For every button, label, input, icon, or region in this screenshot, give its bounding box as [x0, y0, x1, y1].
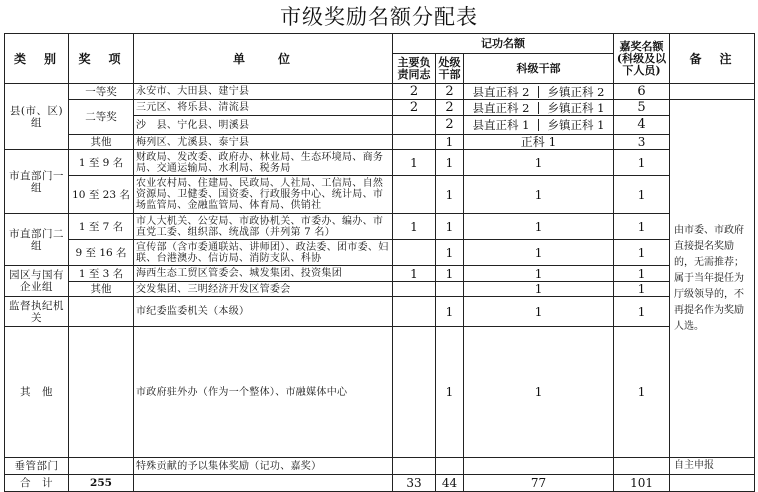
unit-cell: 梅列区、尤溪县、泰宁县 — [134, 135, 393, 150]
principal-cell: 2 — [393, 100, 436, 116]
commend-cell: 6 — [614, 84, 670, 100]
principal-cell: 2 — [393, 84, 436, 100]
award-cell: 1 至 9 名 — [69, 150, 134, 176]
principal-cell — [393, 282, 436, 297]
section-cell: 1 — [464, 327, 614, 458]
total-label: 合 计 — [5, 475, 69, 492]
commend-cell — [614, 458, 670, 475]
section-cell: 1 — [464, 176, 614, 214]
group-vertical: 垂管部门 — [5, 458, 69, 475]
unit-cell: 沙 县、宁化县、明溪县 — [134, 116, 393, 135]
award-cell: 其他 — [69, 135, 134, 150]
commend-cell: 1 — [614, 150, 670, 176]
commend-cell: 1 — [614, 282, 670, 297]
unit-cell: 市纪委监委机关（本级） — [134, 297, 393, 327]
header-note: 备 注 — [670, 34, 755, 84]
commend-cell: 1 — [614, 297, 670, 327]
award-quota-table — [4, 33, 755, 492]
unit-cell: 特殊贡献的予以集体奖励（记功、嘉奖） — [134, 458, 393, 475]
header-division: 处级干部 — [436, 54, 464, 84]
unit-cell: 永安市、大田县、建宁县 — [134, 84, 393, 100]
section-county: 县直正科 2 — [464, 102, 539, 114]
principal-cell — [393, 240, 436, 266]
division-cell: 2 — [436, 84, 464, 100]
award-cell: 其他 — [69, 282, 134, 297]
award-cell — [69, 297, 134, 327]
unit-cell: 财政局、发改委、政府办、林业局、生态环境局、商务局、交通运输局、水利局、税务局 — [134, 150, 393, 176]
principal-cell — [393, 297, 436, 327]
page-title: 市级奖励名额分配表 — [280, 5, 478, 29]
section-cell: 正科 1 — [464, 135, 614, 150]
section-county: 县直正科 2 — [464, 86, 539, 98]
section-cell: 1 — [464, 282, 614, 297]
section-cell: 1 — [464, 266, 614, 282]
header-merit: 记功名额 — [393, 34, 614, 54]
award-cell: 1 至 3 名 — [69, 266, 134, 282]
section-cell: 1 — [464, 240, 614, 266]
division-cell: 1 — [436, 297, 464, 327]
commend-cell: 4 — [614, 116, 670, 135]
group-city1: 市直部门一组 — [5, 150, 69, 214]
division-cell: 1 — [436, 240, 464, 266]
unit-cell: 三元区、将乐县、清流县 — [134, 100, 393, 116]
group-county: 县(市、区)组 — [5, 84, 69, 150]
total-award: 255 — [69, 475, 134, 492]
header-section: 科级干部 — [464, 54, 614, 84]
division-cell: 1 — [436, 176, 464, 214]
total-principal: 33 — [393, 475, 436, 492]
division-cell: 1 — [436, 327, 464, 458]
section-cell: 1 — [464, 297, 614, 327]
division-cell — [436, 282, 464, 297]
note-blank — [670, 84, 755, 100]
group-city2: 市直部门二组 — [5, 214, 69, 266]
principal-cell — [393, 458, 436, 475]
header-award: 奖 项 — [69, 34, 134, 84]
section-cell — [464, 458, 614, 475]
unit-cell: 市政府驻外办（作为一个整体）、市融媒体中心 — [134, 327, 393, 458]
section-cell — [464, 116, 614, 135]
section-cell — [464, 100, 614, 116]
award-cell: 二等奖 — [69, 100, 134, 135]
commend-cell: 1 — [614, 176, 670, 214]
award-cell — [69, 458, 134, 475]
award-cell: 1 至 7 名 — [69, 214, 134, 240]
unit-cell: 交发集团、三明经济开发区管委会 — [134, 282, 393, 297]
total-section: 77 — [464, 475, 614, 492]
principal-cell: 1 — [393, 150, 436, 176]
group-supervision: 监督执纪机关 — [5, 297, 69, 327]
commend-cell: 1 — [614, 214, 670, 240]
division-cell: 2 — [436, 100, 464, 116]
header-category: 类 别 — [5, 34, 69, 84]
division-cell: 1 — [436, 214, 464, 240]
unit-cell: 市人大机关、公安局、市政协机关、市委办、编办、市直党工委、组织部、统战部（并列第 7 名） — [134, 214, 393, 240]
division-cell: 1 — [436, 150, 464, 176]
commend-cell: 1 — [614, 327, 670, 458]
award-cell: 一等奖 — [69, 84, 134, 100]
section-town: 乡镇正科 2 — [547, 84, 605, 99]
unit-cell: 宣传部（含市委通联站、讲师团）、政法委、团市委、妇联、台港澳办、信访局、消防支队、科协 — [134, 240, 393, 266]
unit-cell: 海西生态工贸区管委会、城发集团、投资集团 — [134, 266, 393, 282]
total-unit-blank — [134, 475, 393, 492]
commend-cell: 1 — [614, 266, 670, 282]
division-cell: 1 — [436, 266, 464, 282]
principal-cell — [393, 176, 436, 214]
total-commend: 101 — [614, 475, 670, 492]
commend-cell: 5 — [614, 100, 670, 116]
award-cell: 9 至 16 名 — [69, 240, 134, 266]
note-vertical: 自主申报 — [670, 458, 755, 475]
section-town: 乡镇正科 1 — [547, 100, 605, 115]
group-other: 其 他 — [5, 327, 69, 458]
total-note-blank — [670, 475, 755, 492]
principal-cell: 1 — [393, 266, 436, 282]
section-cell: 1 — [464, 150, 614, 176]
division-cell: 2 — [436, 116, 464, 135]
group-park: 园区与国有企业组 — [5, 266, 69, 297]
principal-cell — [393, 327, 436, 458]
note-main: 由市委、市政府直接提名奖励的，无需推荐；属于当年提任为厅级领导的，不再提名作为奖励人选。 — [670, 100, 755, 458]
section-county: 县直正科 1 — [464, 119, 539, 131]
total-division: 44 — [436, 475, 464, 492]
header-commend: 嘉奖名额(科级及以下人员) — [614, 34, 670, 84]
unit-cell: 农业农村局、住建局、民政局、人社局、工信局、自然资源局、卫健委、国资委、行政服务中心、统计局、市场监管局、金融监管局、体育局、供销社 — [134, 176, 393, 214]
award-cell — [69, 327, 134, 458]
commend-cell: 3 — [614, 135, 670, 150]
section-town: 乡镇正科 1 — [547, 118, 605, 132]
header-unit: 单 位 — [134, 34, 393, 84]
division-cell — [436, 458, 464, 475]
section-cell — [464, 84, 614, 100]
principal-cell — [393, 135, 436, 150]
division-cell: 1 — [436, 135, 464, 150]
principal-cell: 1 — [393, 214, 436, 240]
header-principal: 主要负责同志 — [393, 54, 436, 84]
award-cell: 10 至 23 名 — [69, 176, 134, 214]
principal-cell — [393, 116, 436, 135]
commend-cell: 1 — [614, 240, 670, 266]
section-cell: 1 — [464, 214, 614, 240]
